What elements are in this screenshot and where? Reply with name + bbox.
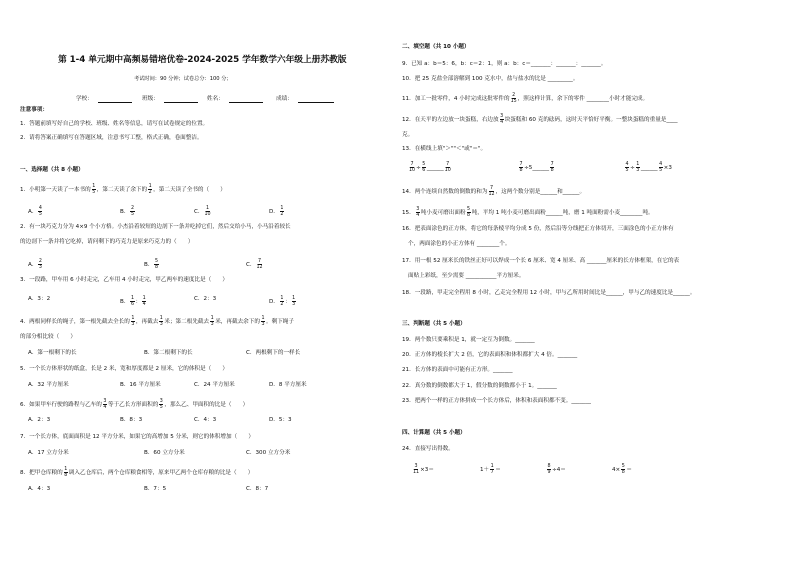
option-c[interactable]: C． $\frac{7}{12}$: [246, 259, 263, 270]
question-2: 2．有一块巧克力分为 4×9 个小方格。小杰沿着较短的边剖下一条并吃掉它们，然后交给小马，小马沿着较长: [20, 224, 291, 230]
field-school-label: 学校：: [76, 96, 93, 102]
question-4: 4．两根同样长的绳子，第一根先截去全长的 $\frac{1}{3}$ ，再截去 $\frac{1}{3}$ 米；第二根先截去 $\frac{1}{3}$ 米，再截去余下的 $\frac{1}{3}$ 。剩下绳子: [20, 316, 294, 327]
option-c[interactable]: C． $\frac{1}{10}$: [194, 206, 211, 217]
calc-item: $\frac{8}{9}$ ÷4＝: [547, 464, 566, 475]
question-5: 5．一个长方体形状的纸盒，长是 2 米，宽和厚度都是 2 厘米，它的体积是（ ）: [20, 366, 228, 372]
option-c[interactable]: C．2：3: [194, 296, 217, 302]
calc-item: 1＋ $\frac{1}{7}$ ＝: [480, 464, 501, 475]
field-name-label: 姓名：: [207, 96, 224, 102]
option-c[interactable]: C．24 平方厘米: [194, 382, 235, 388]
field-class-label: 班级：: [142, 96, 159, 102]
field-score-label: 成绩：: [276, 96, 293, 102]
question-10: 10．把 25 克盐全部溶解到 100 克水中，盐与盐水的比是 _________。: [402, 76, 579, 82]
option-b[interactable]: B．8：3: [120, 417, 143, 423]
question-19: 19．两个数只要乘积是 1，就一定互为倒数。_______: [402, 337, 535, 343]
section1-heading: 一、选择题（共 8 小题）: [20, 167, 84, 173]
option-c[interactable]: C．8：7: [246, 486, 269, 492]
question-8: 8．把甲仓库粮的 $\frac{1}{8}$ 调入乙仓库后，两个仓库粮食相等，原来甲乙两个仓库存粮的比是（ ）: [20, 467, 254, 478]
question-21: 21．长方体的表面中可能有正方形。_______: [402, 367, 513, 373]
question-20: 20．正方体的棱长扩大 2 倍，它的表面积和体积都扩大 4 倍。_______: [402, 352, 578, 358]
section3-heading: 三、判断题（共 5 小题）: [402, 321, 466, 327]
option-a[interactable]: A．第一根剩下的长: [28, 350, 77, 356]
option-b[interactable]: B．16 平方厘米: [120, 382, 161, 388]
question-1: 1．小明第一天读了一本书的 $\frac{1}{5}$ ，第二天读了余下的 $\frac{1}{2}$ ，第二天读了全书的（ ）: [20, 184, 226, 195]
option-b[interactable]: B．60 立方分米: [144, 450, 185, 456]
calc-item: 4× $\frac{5}{8}$ ＝: [612, 464, 632, 475]
exam-info: 考试时间：90 分钟；试卷总分：100 分；: [134, 76, 232, 82]
question-13: 13．在横线上填"＞""＜"或"＝"。: [402, 146, 487, 152]
option-a[interactable]: A． $\frac{4}{5}$: [28, 206, 42, 217]
question-17-cont: 面贴上彩纸，至少需要 ___________平方厘米。: [408, 273, 525, 279]
question-3: 3．一段路，甲车用 6 小时走完，乙车用 4 小时走完，甲乙两车的速度比是（ ）: [20, 277, 228, 283]
field-name-input[interactable]: [229, 96, 263, 103]
question-17: 17．用一根 52 厘米长的铁丝正好可以焊成一个长 6 厘米、宽 4 厘米、高 _______厘米的长方体框架，在它的表: [402, 258, 680, 264]
compare-item: $\frac{4}{5}$ ÷ $\frac{1}{3}$ ______ $\frac{4}{5}$ ×3: [625, 162, 672, 173]
fraction: $\frac{1}{5}$: [92, 184, 96, 195]
question-18: 18．一段路，甲走完全程用 8 小时，乙走完全程用 12 小时，甲与乙所用时间比是______，甲与乙的速度比是______。: [402, 290, 696, 296]
calc-item: $\frac{3}{11}$ ×3＝: [413, 464, 434, 475]
note-item: 1．答题前填写好自己的学校、班级、姓名等信息，请写在试卷规定的位置。: [20, 121, 209, 127]
question-16-cont: 个，两面涂色的小正方体有 ________个。: [408, 241, 511, 247]
option-a[interactable]: A．2：3: [28, 417, 51, 423]
question-12: 12．在天平的左边放一块蛋糕，右边放 $\frac{3}{4}$ 块蛋糕和 60 克的砝码，这时天平恰好平衡。一整块蛋糕的重量是____: [402, 114, 678, 125]
question-12-cont: 克。: [402, 132, 414, 138]
question-16: 16．把表面涂色的正方体，将它的每条棱平均分成 5 份，然后沿等分线把正方体切开，三面涂色的小正方体有: [402, 226, 674, 232]
option-a[interactable]: A．4：3: [28, 486, 51, 492]
question-22: 22．真分数的倒数都大于 1，假分数的倒数都小于 1。_______: [402, 383, 557, 389]
option-a[interactable]: A．32 平方厘米: [28, 382, 69, 388]
question-7: 7．一个长方体，底面面积是 12 平方分米，如果它的高增加 5 分米，则它的体积增加（ ）: [20, 434, 254, 440]
section2-heading: 二、填空题（共 10 小题）: [402, 44, 470, 50]
option-d[interactable]: D． $\frac{1}{2}$ ： $\frac{1}{3}$: [269, 296, 296, 307]
compare-item: $\frac{7}{10}$ ÷ $\frac{5}{6}$ ______ $\frac{7}{10}$: [409, 162, 451, 173]
option-b[interactable]: B． $\frac{2}{5}$: [120, 206, 134, 217]
option-a[interactable]: A．3：2: [28, 296, 51, 302]
option-b[interactable]: B．第二根剩下的长: [144, 350, 193, 356]
option-a[interactable]: A． $\frac{2}{3}$: [28, 259, 42, 270]
option-a[interactable]: A．17 立方分米: [28, 450, 69, 456]
note-item: 2．请将答案正确填写在答题区域，注意书写工整，格式正确，卷面整洁。: [20, 135, 203, 141]
option-d[interactable]: D． $\frac{1}{2}$: [269, 206, 284, 217]
compare-item: $\frac{7}{8}$ ÷5______ $\frac{7}{8}$: [519, 162, 554, 173]
question-11: 11．加工一批零件，4 小时完成这批零件的 $\frac{2}{15}$ ，照这样计算，余下的零件 ________小时才能完成。: [402, 93, 649, 104]
question-14: 14．两个连续自然数的倒数的和为 $\frac{7}{12}$ ，这两个数分别是______和______。: [402, 186, 586, 197]
question-2-cont: 的边剖下一条并将它吃掉，请问剩下的巧克力是原来巧克力的（ ）: [20, 239, 194, 245]
option-c[interactable]: C．4：3: [194, 417, 217, 423]
option-d[interactable]: D．5：3: [269, 417, 292, 423]
question-4-cont: 的部分相比较（ ）: [20, 334, 76, 340]
option-c[interactable]: C．两根剩下的一样长: [246, 350, 301, 356]
option-d[interactable]: D．8 平方厘米: [269, 382, 307, 388]
option-b[interactable]: B．7：5: [144, 486, 167, 492]
question-23: 23．把两个一样的正方体拼成一个长方体后，体积和表面积都不变。_______: [402, 398, 591, 404]
fraction: $\frac{1}{2}$: [148, 184, 152, 195]
option-c[interactable]: C．300 立方分米: [246, 450, 291, 456]
question-24: 24．直接写出得数。: [402, 446, 454, 452]
page-title: 第 1-4 单元期中高频易错培优卷-2024-2025 学年数学六年级上册苏教版: [58, 55, 347, 65]
field-score-input[interactable]: [298, 96, 334, 103]
question-6: 6．如果甲车行驶的路程与乙车的 $\frac{3}{4}$ 等于乙长方形面积的 $\frac{3}{5}$ ，那么乙、甲面积的比是（ ）: [20, 399, 249, 410]
field-school-input[interactable]: [98, 96, 132, 103]
field-class-input[interactable]: [164, 96, 198, 103]
option-b[interactable]: B． $\frac{5}{8}$: [144, 259, 158, 270]
notes-heading: 注意事项：: [20, 107, 48, 113]
question-9: 9．已知 a：b＝5：6，b：c＝2：1，则 a：b：c＝_______：_______：_______。: [402, 61, 607, 67]
question-15: 15． $\frac{3}{4}$ 吨小麦可磨出面粉 $\frac{5}{8}$ 吨，平均 1 吨小麦可磨出面粉______吨，磨 1 吨面粉需小麦________吨。: [402, 207, 654, 218]
section4-heading: 四、计算题（共 5 小题）: [402, 430, 466, 436]
option-b[interactable]: B． $\frac{1}{6}$ ： $\frac{1}{4}$: [120, 296, 146, 307]
